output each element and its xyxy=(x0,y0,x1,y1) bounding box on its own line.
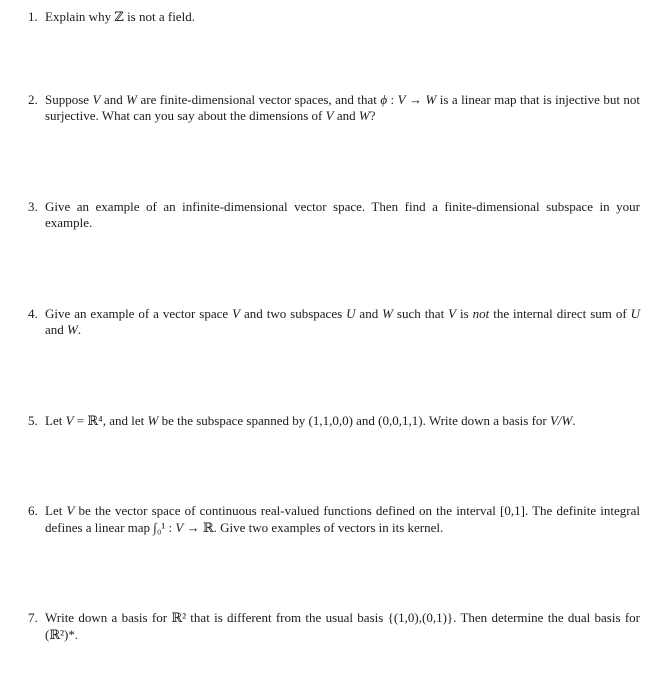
problem-item xyxy=(28,610,640,643)
problem-item xyxy=(28,92,640,125)
problem-text: Let V = ℝ⁴, and let W be the subspace spanned by (1,1,0,0) and (0,0,1,1). Write down a basis for V/W. xyxy=(45,412,576,428)
problem-item xyxy=(28,413,640,430)
problem-text: Give an example of an infinite-dimensional vector space. Then find a finite-dimensional subspace in your example. xyxy=(45,198,640,230)
problem-text: Write down a basis for ℝ² that is different from the usual basis {(1,0),(0,1)}. Then determine the dual basis for (ℝ²)*. xyxy=(45,610,640,642)
problem-number: 7. xyxy=(28,610,38,625)
problem-number: 5. xyxy=(28,412,38,428)
problem-number: 1. xyxy=(28,9,38,24)
problem-text: Let V be the vector space of continuous real-valued functions defined on the interval [0,1]. The definite integral defines a linear map ∫₀¹ : V → ℝ. Give two examples of vectors in its kernel. xyxy=(45,503,640,535)
problem-text: Suppose V and W are finite-dimensional vector spaces, and that ϕ : V → W is a linear map that is injective but not surjective. What can you say about the dimensions of V and W? xyxy=(45,91,640,123)
problem-item xyxy=(28,503,640,536)
problem-item xyxy=(28,306,640,339)
problem-number: 3. xyxy=(28,198,38,214)
problem-text: Give an example of a vector space V and two subspaces U and W such that V is not the internal direct sum of U and W. xyxy=(45,305,640,337)
problem-number: 6. xyxy=(28,503,38,518)
problem-item xyxy=(28,9,640,26)
problem-number: 2. xyxy=(28,91,38,107)
problem-text: Explain why ℤ is not a field. xyxy=(45,9,195,24)
problem-item xyxy=(28,199,640,232)
problem-number: 4. xyxy=(28,305,38,321)
